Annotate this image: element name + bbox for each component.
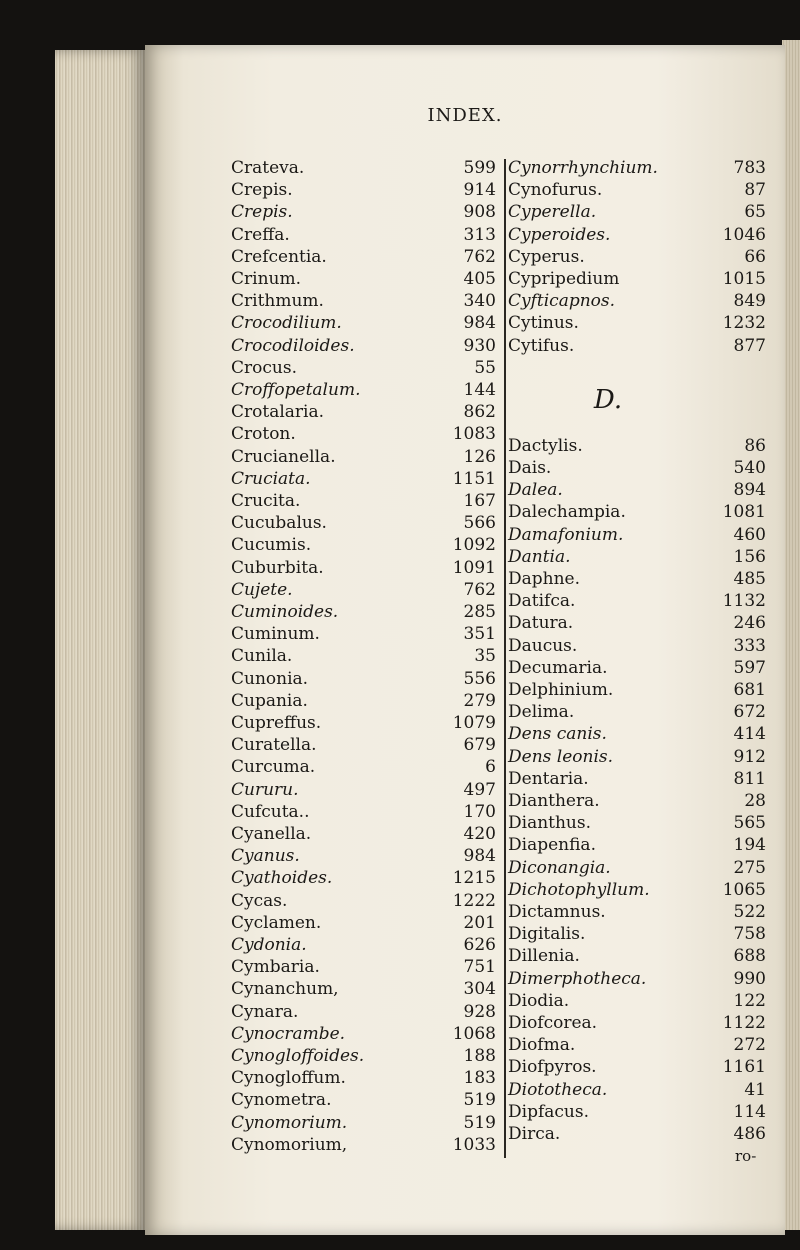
entry-page-number: 1122: [722, 1013, 766, 1033]
entry-name: Dais.: [508, 458, 552, 478]
index-entry: [231, 645, 496, 667]
entry-page-number: 597: [733, 657, 766, 678]
index-entry: [231, 779, 496, 801]
index-entry: [508, 501, 766, 523]
index-entry: [231, 224, 496, 246]
entry-page-number: 1015: [722, 269, 766, 289]
entry-page-number: 912: [733, 746, 766, 767]
entry-page-number: 1046: [722, 224, 766, 245]
entry-page-number: 1068: [452, 1023, 496, 1044]
entry-page-number: 1083: [452, 424, 496, 445]
entry-page-number: 908: [463, 202, 496, 223]
entry-name: Cynofurus.: [508, 180, 603, 201]
entry-name: Diofma.: [508, 1035, 576, 1056]
index-entry: [231, 179, 496, 201]
entry-name: Crocus.: [231, 357, 297, 378]
entry-page-number: 862: [463, 402, 496, 423]
index-entry: [231, 1045, 496, 1067]
entry-name: Cupania.: [231, 690, 308, 711]
entry-page-number: 1232: [722, 313, 766, 334]
entry-page-number: 984: [463, 313, 496, 334]
index-entry: [508, 246, 766, 268]
entry-page-number: 414: [733, 724, 766, 745]
entry-page-number: 183: [463, 1068, 496, 1089]
entry-name: Dens canis.: [508, 724, 607, 745]
entry-name: Cyanus.: [231, 846, 300, 867]
entry-page-number: 849: [733, 291, 766, 312]
entry-page-number: 984: [463, 846, 496, 867]
column-divider: [504, 159, 506, 1158]
entry-name: Cufcuta..: [231, 801, 310, 822]
entry-name: Dictamnus.: [508, 902, 606, 922]
index-entry: [508, 768, 766, 790]
entry-page-number: 758: [733, 924, 766, 945]
entry-page-number: 1092: [452, 535, 496, 556]
entry-page-number: 126: [463, 446, 496, 467]
entry-page-number: 285: [463, 602, 496, 622]
entry-name: Cydonia.: [231, 935, 307, 955]
entry-name: Cynomorium,: [231, 1134, 348, 1155]
entry-name: Crefcentia.: [231, 246, 327, 267]
index-entry: [231, 1112, 496, 1134]
entry-name: Cururu.: [231, 779, 299, 800]
index-entry: [508, 457, 766, 479]
entry-name: Cytifus.: [508, 335, 575, 356]
index-entry: [508, 990, 766, 1012]
entry-page-number: 201: [463, 912, 496, 933]
entry-page-number: 65: [744, 202, 766, 223]
entry-name: Crotalaria.: [231, 402, 325, 423]
entry-name: Dentaria.: [508, 768, 589, 789]
entry-page-number: 519: [463, 1112, 496, 1133]
entry-name: Crocodiloides.: [231, 335, 355, 356]
index-entry: [231, 246, 496, 268]
index-entry: [231, 1089, 496, 1111]
index-entry: [508, 524, 766, 546]
entry-page-number: 304: [463, 979, 496, 1000]
entry-page-number: 188: [463, 1046, 496, 1066]
entry-name: Cyperus.: [508, 246, 585, 267]
entry-page-number: 1065: [722, 879, 766, 900]
entry-page-number: 1132: [722, 591, 766, 612]
entry-page-number: 87: [744, 180, 766, 201]
entry-page-number: 894: [733, 480, 766, 501]
index-entry: [231, 290, 496, 312]
entry-name: Datura.: [508, 613, 574, 634]
entry-name: Diconangia.: [508, 857, 611, 878]
entry-page-number: 497: [463, 779, 496, 800]
entry-page-number: 522: [733, 902, 766, 922]
entry-name: Diototheca.: [508, 1079, 608, 1100]
index-entry: [231, 379, 496, 401]
index-entry: [231, 890, 496, 912]
entry-page-number: 599: [463, 158, 496, 178]
index-entry: [231, 845, 496, 867]
entry-page-number: 1151: [452, 468, 496, 489]
entry-page-number: 340: [463, 291, 496, 312]
entry-name: Cynanchum,: [231, 979, 339, 1000]
index-entry: [231, 201, 496, 223]
entry-name: Dillenia.: [508, 946, 580, 967]
index-entry: [231, 157, 496, 179]
entry-name: Crepis.: [231, 180, 293, 201]
entry-page-number: 275: [733, 857, 766, 878]
index-entry: [231, 978, 496, 1000]
entry-page-number: 194: [733, 835, 766, 856]
index-entry: [508, 312, 766, 334]
entry-page-number: 626: [463, 935, 496, 955]
index-entry: [231, 512, 496, 534]
entry-page-number: 122: [733, 990, 766, 1011]
index-entry: [508, 857, 766, 879]
entry-name: Cruciata.: [231, 468, 311, 489]
index-entry: [231, 934, 496, 956]
entry-name: Diofpyros.: [508, 1057, 597, 1078]
entry-name: Crocodilium.: [231, 313, 342, 334]
index-entry: [508, 1012, 766, 1034]
entry-page-number: 928: [463, 1001, 496, 1022]
index-entry: [231, 468, 496, 490]
entry-name: Cunila.: [231, 646, 293, 667]
entry-name: Dens leonis.: [508, 746, 614, 767]
index-entry: [508, 590, 766, 612]
index-entry: [508, 290, 766, 312]
entry-page-number: 460: [733, 524, 766, 545]
index-entry: [508, 546, 766, 568]
entry-page-number: 811: [733, 768, 766, 789]
entry-page-number: 6: [485, 757, 496, 778]
index-entry: [231, 446, 496, 468]
index-entry: [508, 335, 766, 357]
entry-name: Cyclamen.: [231, 912, 322, 933]
index-entry: [508, 1034, 766, 1056]
index-entry: [508, 568, 766, 590]
index-entry: [508, 923, 766, 945]
index-entry: [231, 579, 496, 601]
entry-page-number: 1161: [722, 1057, 766, 1078]
entry-name: Crinum.: [231, 269, 301, 289]
page-header: INDEX.: [427, 105, 503, 126]
section-letter: D.: [593, 384, 623, 415]
entry-name: Daucus.: [508, 635, 578, 656]
entry-name: Cynogloffum.: [231, 1068, 346, 1089]
entry-page-number: 313: [463, 224, 496, 245]
index-entry: [231, 734, 496, 756]
index-entry: [231, 623, 496, 645]
entry-page-number: 41: [744, 1079, 766, 1100]
entry-name: Crateva.: [231, 158, 305, 178]
index-entry: [231, 668, 496, 690]
index-entry: [508, 657, 766, 679]
entry-name: Cynometra.: [231, 1090, 332, 1111]
entry-page-number: 114: [733, 1101, 766, 1122]
entry-page-number: 1091: [452, 557, 496, 578]
index-entry: [508, 701, 766, 723]
entry-name: Croton.: [231, 424, 296, 445]
entry-page-number: 167: [463, 491, 496, 511]
entry-name: Cynorrhynchium.: [508, 158, 658, 178]
entry-page-number: 519: [463, 1090, 496, 1111]
index-entry: [508, 812, 766, 834]
entry-page-number: 28: [744, 791, 766, 811]
entry-page-number: 333: [733, 635, 766, 656]
index-entry: [231, 335, 496, 357]
entry-name: Dipfacus.: [508, 1101, 589, 1122]
entry-page-number: 246: [733, 613, 766, 634]
index-entry: [508, 679, 766, 701]
index-entry: [508, 157, 766, 179]
entry-name: Curatella.: [231, 735, 317, 756]
index-entry: [508, 790, 766, 812]
index-entry: [231, 823, 496, 845]
entry-name: Digitalis.: [508, 924, 586, 945]
entry-page-number: 930: [463, 335, 496, 356]
index-entry: [231, 268, 496, 290]
index-entry: [508, 1101, 766, 1123]
entry-page-number: 170: [463, 801, 496, 822]
entry-name: Dalechampia.: [508, 502, 626, 523]
index-entry: [231, 1023, 496, 1045]
entry-name: Cupreffus.: [231, 713, 322, 733]
entry-page-number: 486: [733, 1124, 766, 1144]
index-entry: [231, 756, 496, 778]
index-entry: [508, 945, 766, 967]
entry-name: Cucumis.: [231, 535, 312, 556]
entry-name: Decumaria.: [508, 657, 608, 678]
entry-page-number: 1081: [722, 502, 766, 523]
entry-name: Curcuma.: [231, 757, 316, 778]
index-entry: [508, 635, 766, 657]
entry-page-number: 540: [733, 458, 766, 478]
index-entry: [508, 1079, 766, 1101]
entry-page-number: 55: [474, 357, 496, 378]
index-entry: [508, 723, 766, 745]
entry-page-number: 877: [733, 335, 766, 356]
entry-name: Datifca.: [508, 591, 576, 612]
entry-name: Cunonia.: [231, 668, 309, 689]
index-entry: [231, 1067, 496, 1089]
index-entry: [231, 712, 496, 734]
entry-page-number: 144: [463, 380, 496, 400]
entry-page-number: 279: [463, 690, 496, 711]
entry-name: Cynomorium.: [231, 1112, 348, 1133]
entry-name: Cytinus.: [508, 313, 579, 334]
entry-page-number: 1033: [452, 1134, 496, 1155]
entry-page-number: 990: [733, 968, 766, 989]
entry-name: Dirca.: [508, 1124, 561, 1144]
entry-name: Cynocrambe.: [231, 1023, 346, 1044]
entry-page-number: 679: [463, 735, 496, 756]
entry-name: Dalea.: [508, 480, 563, 501]
index-entry: [508, 1056, 766, 1078]
entry-name: Diapenfia.: [508, 835, 596, 856]
index-entry: [508, 268, 766, 290]
entry-name: Dianthera.: [508, 791, 600, 811]
entry-page-number: 1079: [452, 713, 496, 733]
index-entry: [231, 534, 496, 556]
entry-name: Cynara.: [231, 1001, 299, 1022]
index-entry: [508, 879, 766, 901]
entry-page-number: 86: [744, 435, 766, 456]
entry-name: Crucianella.: [231, 446, 336, 467]
entry-name: Delima.: [508, 702, 575, 723]
index-entry: [508, 1123, 766, 1145]
entry-page-number: 351: [463, 624, 496, 645]
entry-name: Dichotophyllum.: [508, 879, 650, 900]
entry-page-number: 565: [733, 813, 766, 834]
entry-page-number: 556: [463, 668, 496, 689]
entry-name: Cuminoides.: [231, 602, 339, 622]
index-entry: [508, 746, 766, 768]
entry-page-number: 485: [733, 569, 766, 589]
index-entry: [508, 179, 766, 201]
entry-page-number: 1215: [452, 868, 496, 889]
index-entry: [508, 224, 766, 246]
entry-name: Cyperoides.: [508, 224, 611, 245]
entry-name: Cyperella.: [508, 202, 597, 223]
entry-page-number: 751: [463, 957, 496, 978]
index-entry: [231, 423, 496, 445]
entry-name: Delphinium.: [508, 680, 614, 700]
index-entry: [231, 912, 496, 934]
entry-page-number: 566: [463, 513, 496, 534]
entry-page-number: 914: [463, 180, 496, 201]
entry-page-number: 156: [733, 546, 766, 567]
entry-name: Cycas.: [231, 890, 288, 911]
entry-name: Cymbaria.: [231, 957, 320, 978]
index-entry: [231, 601, 496, 623]
entry-page-number: 688: [733, 946, 766, 967]
entry-page-number: 420: [463, 824, 496, 844]
entry-name: Dianthus.: [508, 813, 592, 834]
index-entry: [231, 1134, 496, 1156]
catchword: ro-: [735, 1147, 757, 1166]
index-entry: [508, 612, 766, 634]
entry-name: Croffopetalum.: [231, 380, 361, 400]
entry-name: Cuburbita.: [231, 557, 324, 578]
entry-name: Cyfticapnos.: [508, 291, 616, 312]
index-entry: [231, 490, 496, 512]
entry-page-number: 762: [463, 246, 496, 267]
entry-name: Cyathoides.: [231, 868, 333, 889]
entry-name: Crucita.: [231, 491, 301, 511]
entry-name: Crepis.: [231, 202, 293, 223]
index-entry: [231, 1001, 496, 1023]
entry-name: Dactylis.: [508, 435, 583, 456]
entry-name: Daphne.: [508, 569, 581, 589]
entry-page-number: 1222: [452, 890, 496, 911]
book-fore-edge: [55, 50, 145, 1230]
entry-name: Cuminum.: [231, 624, 320, 645]
entry-name: Diodia.: [508, 990, 570, 1011]
entry-name: Damafonium.: [508, 524, 624, 545]
entry-page-number: 35: [474, 646, 496, 667]
index-entry: [231, 357, 496, 379]
index-page: [145, 45, 785, 1235]
index-entry: [508, 201, 766, 223]
index-entry: [508, 901, 766, 923]
entry-name: Crithmum.: [231, 291, 324, 312]
entry-page-number: 272: [733, 1035, 766, 1056]
index-entry: [231, 867, 496, 889]
index-entry: [508, 834, 766, 856]
index-entry: [231, 401, 496, 423]
index-entry: [508, 479, 766, 501]
index-entry: [231, 690, 496, 712]
entry-name: Creffa.: [231, 224, 290, 245]
entry-name: Dantia.: [508, 546, 571, 567]
index-entry: [231, 312, 496, 334]
entry-name: Cucubalus.: [231, 513, 327, 534]
entry-name: Cyanella.: [231, 824, 312, 844]
index-entry: [231, 801, 496, 823]
entry-page-number: 66: [744, 246, 766, 267]
entry-name: Cypripedium: [508, 269, 620, 289]
entry-name: Cynogloffoides.: [231, 1046, 365, 1066]
entry-name: Diofcorea.: [508, 1013, 598, 1033]
index-entry: [231, 557, 496, 579]
entry-page-number: 405: [463, 269, 496, 289]
entry-page-number: 783: [733, 158, 766, 178]
index-entry: [508, 435, 766, 457]
entry-page-number: 681: [733, 680, 766, 700]
entry-page-number: 672: [733, 702, 766, 723]
index-entry: [231, 956, 496, 978]
index-entry: [508, 968, 766, 990]
entry-name: Dimerphotheca.: [508, 968, 647, 989]
entry-name: Cujete.: [231, 579, 293, 600]
entry-page-number: 762: [463, 579, 496, 600]
